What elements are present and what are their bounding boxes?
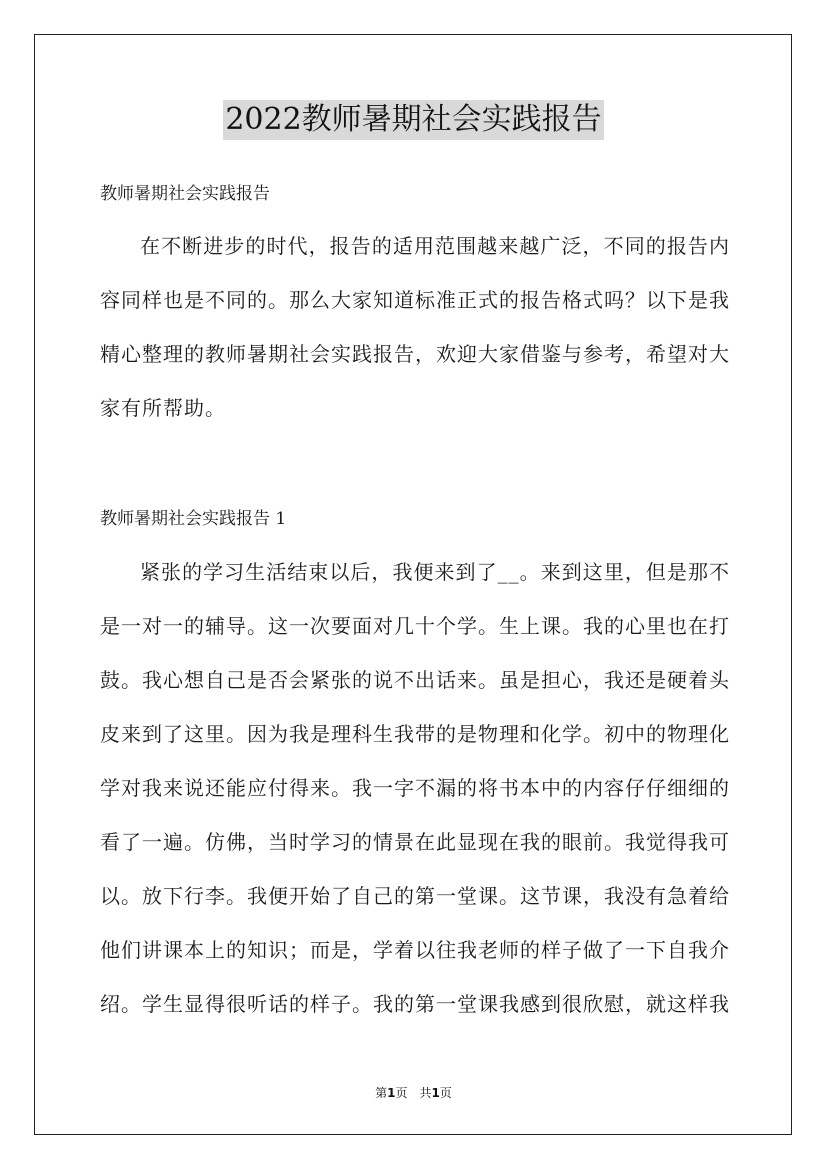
- page-footer: [0, 1084, 827, 1101]
- report-heading: 教师暑期社会实践报告 1: [100, 509, 287, 529]
- intro-paragraph: 在不断进步的时代，报告的适用范围越来越广泛，不同的报告内容同样也是不同的。那么大家知道标准正式的报告格式吗？以下是我精心整理的教师暑期社会实践报告，欢迎大家借鉴与参考，希望对大家有所帮助。: [100, 234, 730, 420]
- document-title: 2022教师暑期社会实践报告: [223, 100, 603, 140]
- report-paragraph: 紧张的学习生活结束以后，我便来到了__。来到这里，但是那不是一对一的辅导。这一次要面对几十个学。生上课。我的心里也在打鼓。我心想自己是否会紧张的说不出话来。虽是担心，我还是硬着头皮来到了这里。因为我是理科生我带的是物理和化学。初中的物理化学对我来说还能应付得来。我一字不漏的将书本中的内容仔仔细细的看了一遍。仿佛，当时学习的情景在此显现在我的眼前。我觉得我可以。放下行李。我便开始了自己的第一堂课。这节课，我没有急着给他们讲课本上的知识；而是，学着以往我老师的样子做了一下自我介绍。学生显得很听话的样子。我的第一堂课我感到很欣慰，就这样我: [100, 560, 730, 1016]
- title-container: [0, 100, 827, 140]
- section-heading: 教师暑期社会实践报告: [100, 184, 270, 204]
- footer-prefix: 第: [375, 1086, 388, 1100]
- intro-block: [100, 219, 730, 435]
- footer-mid: 页 共: [395, 1086, 432, 1100]
- report-block: [100, 545, 730, 1031]
- footer-total-pages: 1: [431, 1086, 440, 1100]
- footer-suffix: 页: [439, 1086, 452, 1100]
- footer-current-page: 1: [387, 1086, 396, 1100]
